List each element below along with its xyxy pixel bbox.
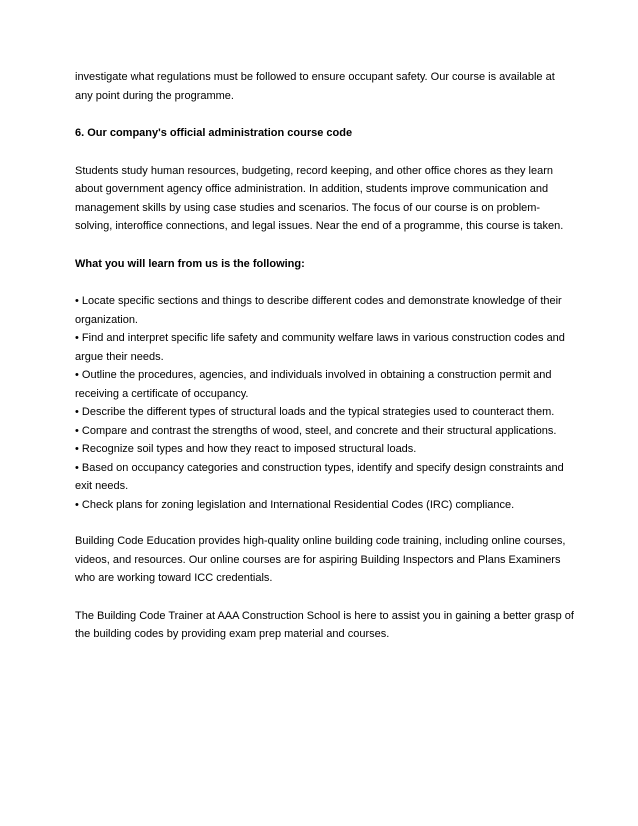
bullet-item: • Locate specific sections and things to describe different codes and demonstrate knowledge of their organization. bbox=[75, 295, 562, 326]
bullet-item: • Based on occupancy categories and construction types, identify and specify design constraints and exit needs. bbox=[75, 461, 564, 492]
learn-heading: What you will learn from us is the following: bbox=[75, 257, 305, 270]
bullet-item: • Recognize soil types and how they react to imposed structural loads. bbox=[75, 443, 417, 455]
bullet-item: • Find and interpret specific life safety and community welfare laws in various construction codes and argue their needs. bbox=[75, 332, 565, 363]
intro-continuation-paragraph: investigate what regulations must be followed to ensure occupant safety. Our course is available at any point during the programme. bbox=[75, 71, 555, 102]
education-paragraph: Building Code Education provides high-quality online building code training, including online courses, videos, and resources. Our online courses are for aspiring Building Inspectors and Plans Examiners who are working toward ICC credentials. bbox=[75, 535, 566, 584]
bullet-item: • Compare and contrast the strengths of wood, steel, and concrete and their structural applications. bbox=[75, 424, 557, 437]
document-page bbox=[75, 68, 575, 663]
section-body-paragraph: Students study human resources, budgeting, record keeping, and other office chores as they learn about government agency office administration. In addition, students improve communication and management skills by using case studies and scenarios. The focus of our course is on problem-solving, interoffice connections, and legal issues. Near the end of a programme, this course is taken. bbox=[75, 164, 564, 232]
bullet-item: • Describe the different types of structural loads and the typical strategies used to counteract them. bbox=[75, 406, 555, 418]
bullet-item: • Check plans for zoning legislation and International Residential Codes (IRC) compliance. bbox=[75, 498, 515, 511]
trainer-paragraph: The Building Code Trainer at AAA Construction School is here to assist you in gaining a better grasp of the building codes by providing exam prep material and courses. bbox=[75, 609, 574, 640]
learning-bullet-list bbox=[75, 292, 575, 514]
bullet-item: • Outline the procedures, agencies, and individuals involved in obtaining a construction permit and receiving a certificate of occupancy. bbox=[75, 369, 552, 400]
section-heading: 6. Our company's official administration course code bbox=[75, 127, 353, 139]
